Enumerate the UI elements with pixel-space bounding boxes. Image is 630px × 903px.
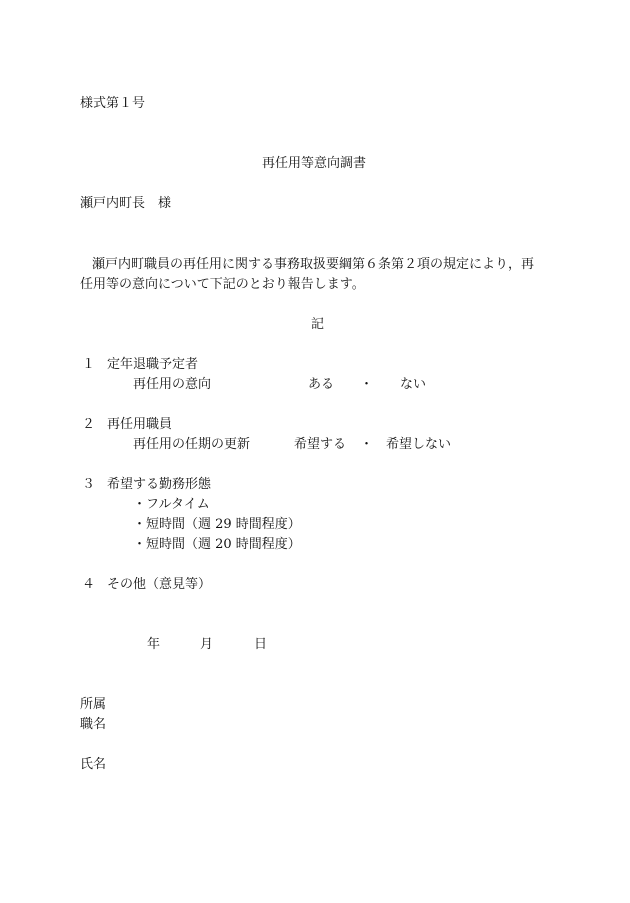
date-day: 日	[254, 637, 268, 652]
section-2-number: ２	[82, 417, 96, 432]
addressee: 瀬戸内町長 様	[80, 196, 172, 211]
section-1-separator: ・	[360, 377, 374, 392]
affiliation-label: 所属	[80, 697, 107, 712]
document-title: 再任用等意向調書	[262, 156, 367, 171]
work-option-short-20h: ・短時間（週 20 時間程度）	[133, 537, 301, 552]
work-option-short-29h: ・短時間（週 29 時間程度）	[133, 517, 301, 532]
section-3-number: ３	[82, 477, 96, 492]
section-1-item-label: 再任用の意向	[133, 377, 212, 392]
name-label: 氏名	[80, 757, 107, 772]
position-label: 職名	[80, 717, 107, 732]
section-1-option-b: ない	[400, 377, 427, 392]
section-2-option-b: 希望しない	[386, 437, 452, 452]
section-1-number: １	[82, 357, 96, 372]
intro-line-1: 瀬戸内町職員の再任用に関する事務取扱要綱第６条第２項の規定により，再	[92, 257, 535, 272]
section-2-heading: 再任用職員	[107, 417, 173, 432]
section-3-heading: 希望する勤務形態	[107, 477, 212, 492]
section-4-number: ４	[82, 577, 96, 592]
work-option-fulltime: ・フルタイム	[133, 497, 210, 512]
section-1-option-a: ある	[308, 377, 335, 392]
section-1-heading: 定年退職予定者	[107, 357, 199, 372]
section-2-option-a: 希望する	[294, 437, 347, 452]
section-4-heading: その他（意見等）	[107, 577, 212, 592]
date-month: 月	[200, 637, 214, 652]
date-year: 年	[147, 637, 161, 652]
intro-line-2: 任用等の意向について下記のとおり報告します。	[80, 277, 365, 292]
ki-mark: 記	[311, 317, 325, 332]
section-2-item-label: 再任用の任期の更新	[133, 437, 251, 452]
form-number: 様式第１号	[80, 96, 146, 111]
section-2-separator: ・	[360, 437, 374, 452]
